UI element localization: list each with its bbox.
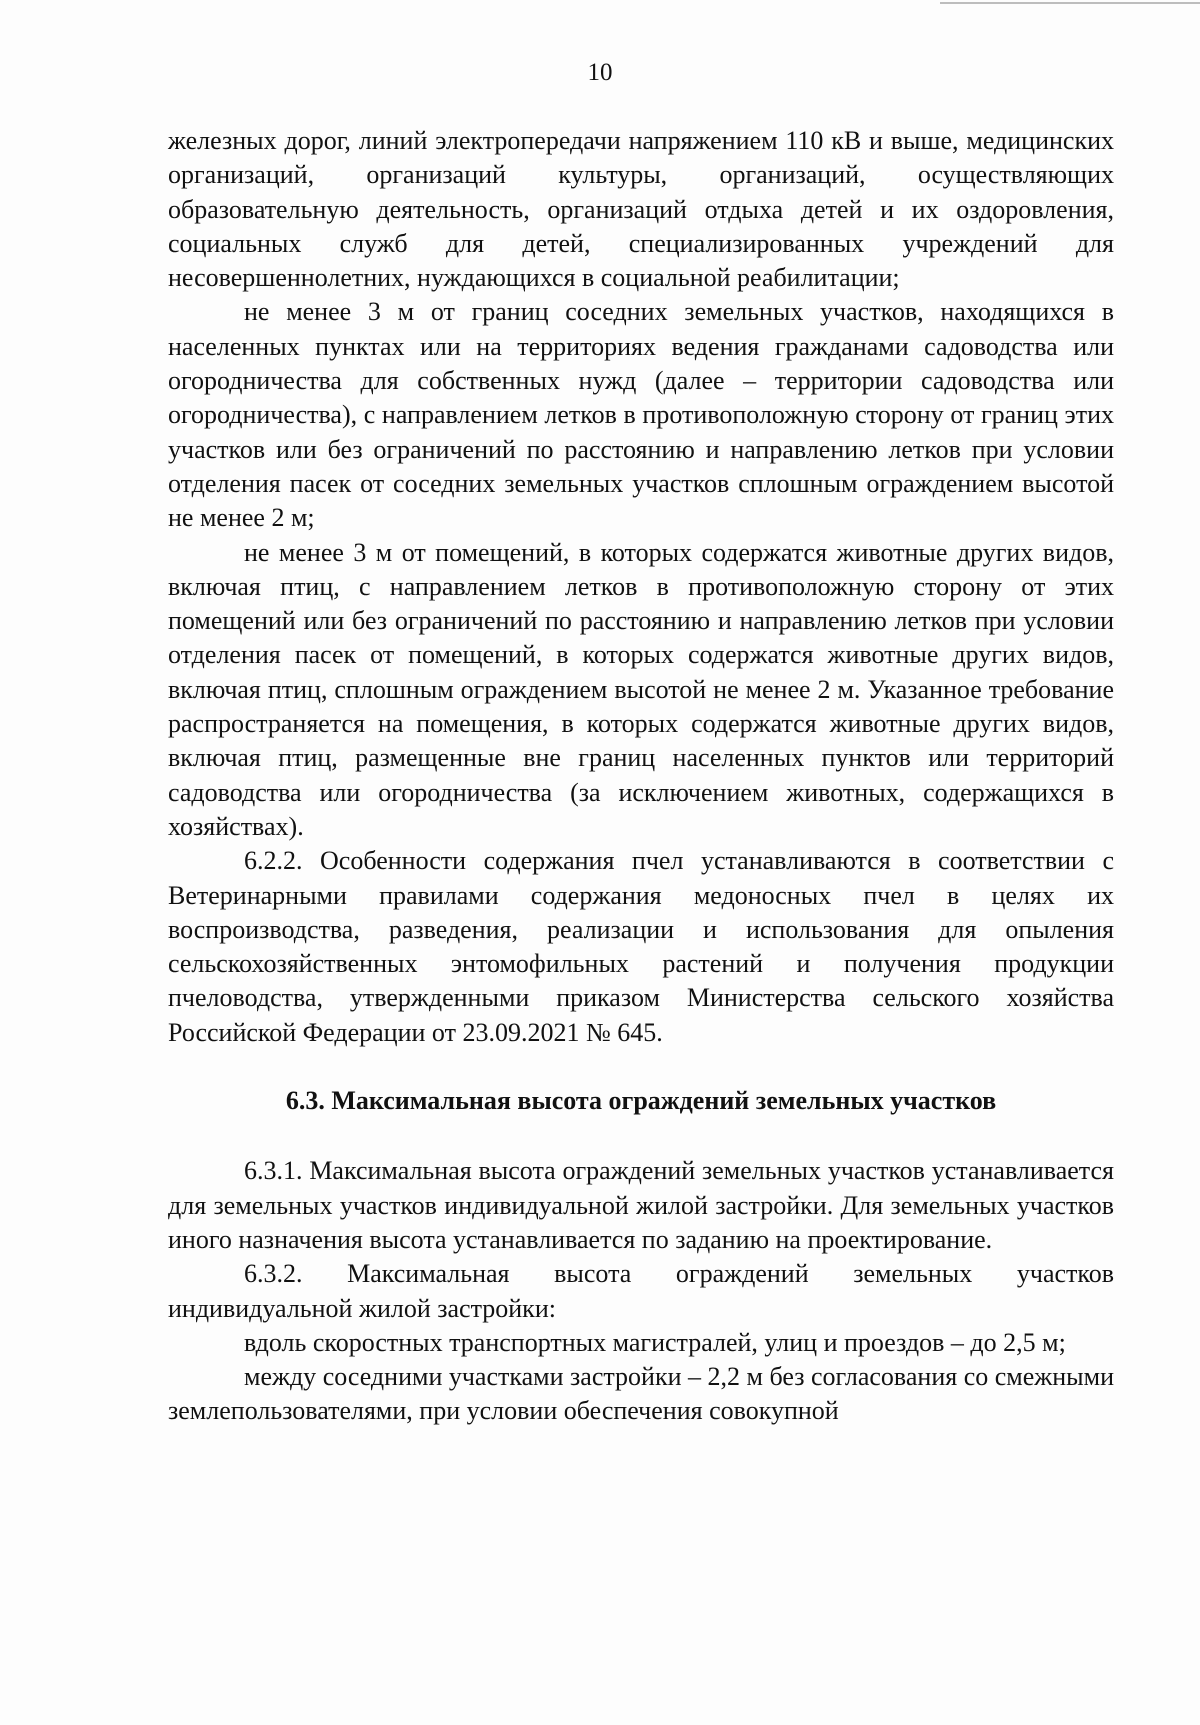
section-heading-6-3: 6.3. Максимальная высота ограждений земельных участков [285,1086,997,1116]
paragraph-6-3-2: 6.3.2. Максимальная высота ограждений земельных участков индивидуальной жилой застройки: [168,1259,1114,1323]
scan-artifact-line [940,2,1200,4]
paragraph-animal-premises: не менее 3 м от помещений, в которых содержатся животные других видов, включая птиц, с направлением летков в противоположную сторону от этих помещений или без ограничений по расстоянию и направлению летков при условии отделения пасек от помещений, в которых содержатся животные других видов, включая птиц, сплошным ограждением высотой не менее 2 м. Указанное требование распространяется на помещения, в которых содержатся животные других видов, включая птиц, размещенные вне границ населенных пунктов или территорий садоводства или огородничества (за исключением животных, содержащихся в хозяйствах). [168,537,1114,841]
page-number: 10 [587,59,613,86]
paragraph-6-2-2: 6.2.2. Особенности содержания пчел устанавливаются в соответствии с Ветеринарными правилами содержания медоносных пчел в целях их воспроизводства, разведения, реализации и использования для опыления сельскохозяйственных энтомофильных растений и получения продукции пчеловодства, утвержденными приказом Министерства сельского хозяйства Российской Федерации от 23.09.2021 № 645. [168,846,1114,1047]
paragraph-continuation: железных дорог, линий электропередачи напряжением 110 кВ и выше, медицинских организаций, организаций культуры, организаций, осуществляющих образовательную деятельность, организаций отдыха детей и их оздоровления, социальных служб для детей, специализированных учреждений для несовершеннолетних, нуждающихся в социальной реабилитации; [168,126,1114,293]
paragraph-between-plots: между соседними участками застройки – 2,2 м без согласования со смежными землепользователями, при условии обеспечения совокупной [168,1362,1114,1426]
paragraph-along-roads: вдоль скоростных транспортных магистралей, улиц и проездов – до 2,5 м; [244,1327,1066,1357]
paragraph-neighbor-plots: не менее 3 м от границ соседних земельных участков, находящихся в населенных пунктах или на территориях ведения гражданами садоводства или огородничества для собственных нужд (далее – территории садоводства или огородничества), с направлением летков в противоположную сторону от границ этих участков или без ограничений по расстоянию и направлению летков при условии отделения пасек от соседних земельных участков сплошным ограждением высотой не менее 2 м; [168,297,1114,533]
paragraph-6-3-1: 6.3.1. Максимальная высота ограждений земельных участков устанавливается для земельных участков индивидуальной жилой застройки. Для земельных участков иного назначения высота устанавливается по заданию на проектирование. [168,1156,1114,1254]
document-body [168,124,1114,1429]
